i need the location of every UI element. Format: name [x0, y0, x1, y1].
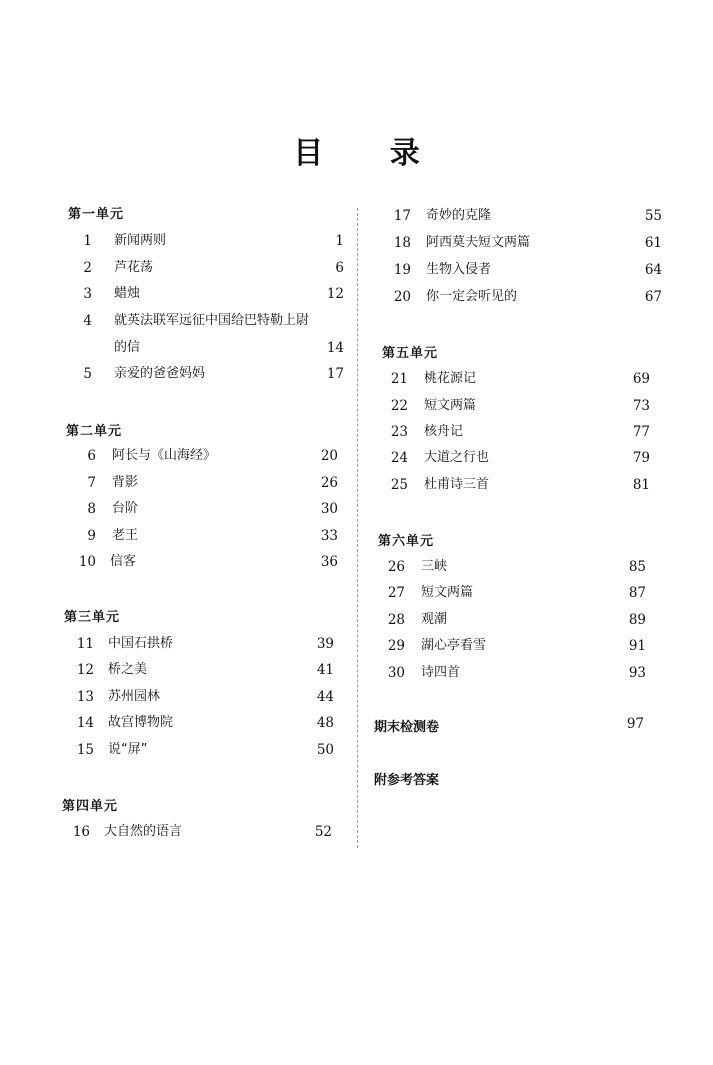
toc-entry[interactable]: [62, 740, 344, 760]
toc-entry[interactable]: [372, 663, 662, 683]
entry-title: 诗四首: [421, 665, 461, 680]
entry-number: 6: [87, 448, 96, 464]
entry-page: 48: [316, 715, 334, 731]
entry-title: 芦花荡: [114, 260, 154, 275]
unit-heading: 第五单元: [382, 346, 439, 361]
entry-page: 41: [316, 662, 334, 678]
entry-page: 61: [644, 235, 662, 251]
entry-number: 24: [390, 450, 408, 466]
entry-number: 19: [393, 262, 411, 278]
toc-entry[interactable]: [62, 713, 344, 733]
entry-title: 苏州园林: [108, 689, 161, 704]
answers-title[interactable]: 附参考答案: [374, 773, 440, 788]
entry-number: 17: [393, 208, 411, 224]
entry-title: 大道之行也: [424, 450, 490, 465]
entry-number: 2: [83, 260, 92, 276]
entry-title: 短文两篇: [421, 585, 474, 600]
entry-number: 18: [393, 235, 411, 251]
entry-title: 背影: [112, 475, 139, 490]
entry-title: 杜甫诗三首: [424, 477, 490, 492]
entry-number: 26: [387, 559, 405, 575]
entry-page: 6: [335, 260, 344, 276]
entry-number: 12: [76, 662, 94, 678]
entry-title: 桥之美: [108, 662, 148, 677]
entry-number: 9: [87, 528, 96, 544]
toc-entry[interactable]: [62, 660, 344, 680]
entry-title: 阿西莫夫短文两篇: [426, 235, 531, 250]
entry-title: 奇妙的克隆: [426, 208, 492, 223]
entry-title: 蜡烛: [114, 286, 141, 301]
toc-entry[interactable]: [372, 369, 662, 389]
entry-page: 85: [628, 559, 646, 575]
toc-entry[interactable]: [62, 284, 344, 304]
entry-page: 30: [320, 501, 338, 517]
entry-page: 89: [628, 612, 646, 628]
entry-page: 14: [326, 340, 344, 356]
toc-entry[interactable]: [62, 526, 344, 546]
final-exam-title[interactable]: 期末检测卷: [374, 720, 440, 735]
entry-title: 三峡: [421, 559, 448, 574]
entry-number: 23: [390, 424, 408, 440]
entry-page: 20: [320, 448, 338, 464]
entry-number: 10: [78, 554, 96, 570]
entry-page: 77: [632, 424, 650, 440]
toc-entry[interactable]: [372, 610, 662, 630]
entry-title: 生物入侵者: [426, 262, 492, 277]
toc-entry[interactable]: [62, 231, 344, 251]
entry-title: 说“屏”: [108, 742, 148, 757]
toc-entry[interactable]: [62, 473, 344, 493]
entry-title: 阿长与《山海经》: [112, 448, 217, 463]
entry-number: 22: [390, 398, 408, 414]
entry-title-continuation: 的信: [114, 340, 141, 355]
entry-number: 14: [76, 715, 94, 731]
entry-number: 16: [72, 824, 90, 840]
toc-entry[interactable]: [372, 448, 662, 468]
entry-title: 老王: [112, 528, 139, 543]
entry-page: 17: [326, 366, 344, 382]
entry-title: 湖心亭看雪: [421, 638, 487, 653]
entry-page: 52: [314, 824, 332, 840]
toc-entry[interactable]: [62, 634, 344, 654]
entry-page: 55: [644, 208, 662, 224]
entry-title: 台阶: [112, 501, 139, 516]
entry-page: 12: [326, 286, 344, 302]
entry-page: 33: [320, 528, 338, 544]
entry-title: 新闻两则: [114, 233, 167, 248]
unit-heading: 第四单元: [62, 799, 119, 814]
entry-title: 大自然的语言: [104, 824, 183, 839]
toc-entry[interactable]: [62, 258, 344, 278]
entry-number: 7: [87, 475, 96, 491]
entry-title: 核舟记: [424, 424, 464, 439]
toc-entry[interactable]: [62, 311, 344, 331]
final-exam-page: 97: [626, 716, 644, 732]
entry-number: 3: [83, 286, 92, 302]
entry-page: 81: [632, 477, 650, 493]
toc-entry[interactable]: [62, 364, 344, 384]
toc-entry[interactable]: [62, 687, 344, 707]
entry-number: 28: [387, 612, 405, 628]
entry-title: 桃花源记: [424, 371, 477, 386]
entry-page: 91: [628, 638, 646, 654]
toc-entry[interactable]: [372, 583, 662, 603]
entry-title: 中国石拱桥: [108, 636, 174, 651]
entry-page: 64: [644, 262, 662, 278]
toc-entry-continuation[interactable]: [62, 338, 344, 358]
column-divider: [357, 208, 358, 848]
entry-page: 79: [632, 450, 650, 466]
entry-page: 67: [644, 289, 662, 305]
entry-number: 29: [387, 638, 405, 654]
entry-page: 44: [316, 689, 334, 705]
unit-heading: 第一单元: [68, 207, 125, 222]
toc-entry[interactable]: [62, 552, 344, 572]
entry-number: 13: [76, 689, 94, 705]
toc-entry[interactable]: [372, 396, 662, 416]
toc-entry[interactable]: [372, 287, 662, 307]
toc-entry[interactable]: [62, 446, 344, 466]
entry-page: 73: [632, 398, 650, 414]
entry-page: 69: [632, 371, 650, 387]
toc-entry[interactable]: [372, 557, 662, 577]
toc-entry[interactable]: [62, 822, 344, 842]
entry-title: 信客: [110, 554, 137, 569]
page-title: 目 录: [293, 136, 448, 171]
entry-number: 8: [87, 501, 96, 517]
unit-heading: 第三单元: [64, 610, 121, 625]
unit-heading: 第二单元: [66, 424, 123, 439]
toc-entry[interactable]: [372, 260, 662, 280]
entry-number: 4: [83, 313, 92, 329]
toc-entry[interactable]: [372, 422, 662, 442]
entry-number: 30: [387, 665, 405, 681]
entry-title: 就英法联军远征中国给巴特勒上尉: [114, 313, 310, 328]
entry-number: 25: [390, 477, 408, 493]
entry-title: 你一定会听见的: [426, 289, 518, 304]
unit-heading: 第六单元: [378, 534, 435, 549]
toc-entry[interactable]: [372, 475, 662, 495]
entry-page: 39: [316, 636, 334, 652]
toc-entry[interactable]: [372, 636, 662, 656]
entry-page: 1: [335, 233, 344, 249]
entry-page: 87: [628, 585, 646, 601]
entry-number: 21: [390, 371, 408, 387]
toc-entry[interactable]: [372, 233, 662, 253]
toc-entry[interactable]: [372, 206, 662, 226]
entry-title: 故宫博物院: [108, 715, 174, 730]
entry-number: 15: [76, 742, 94, 758]
entry-number: 5: [83, 366, 92, 382]
toc-entry[interactable]: [62, 499, 344, 519]
entry-number: 20: [393, 289, 411, 305]
entry-title: 短文两篇: [424, 398, 477, 413]
entry-number: 27: [387, 585, 405, 601]
entry-title: 观潮: [421, 612, 448, 627]
entry-page: 93: [628, 665, 646, 681]
entry-title: 亲爱的爸爸妈妈: [114, 366, 206, 381]
entry-number: 1: [83, 233, 92, 249]
entry-page: 50: [316, 742, 334, 758]
entry-page: 26: [320, 475, 338, 491]
entry-page: 36: [320, 554, 338, 570]
entry-number: 11: [76, 636, 94, 652]
